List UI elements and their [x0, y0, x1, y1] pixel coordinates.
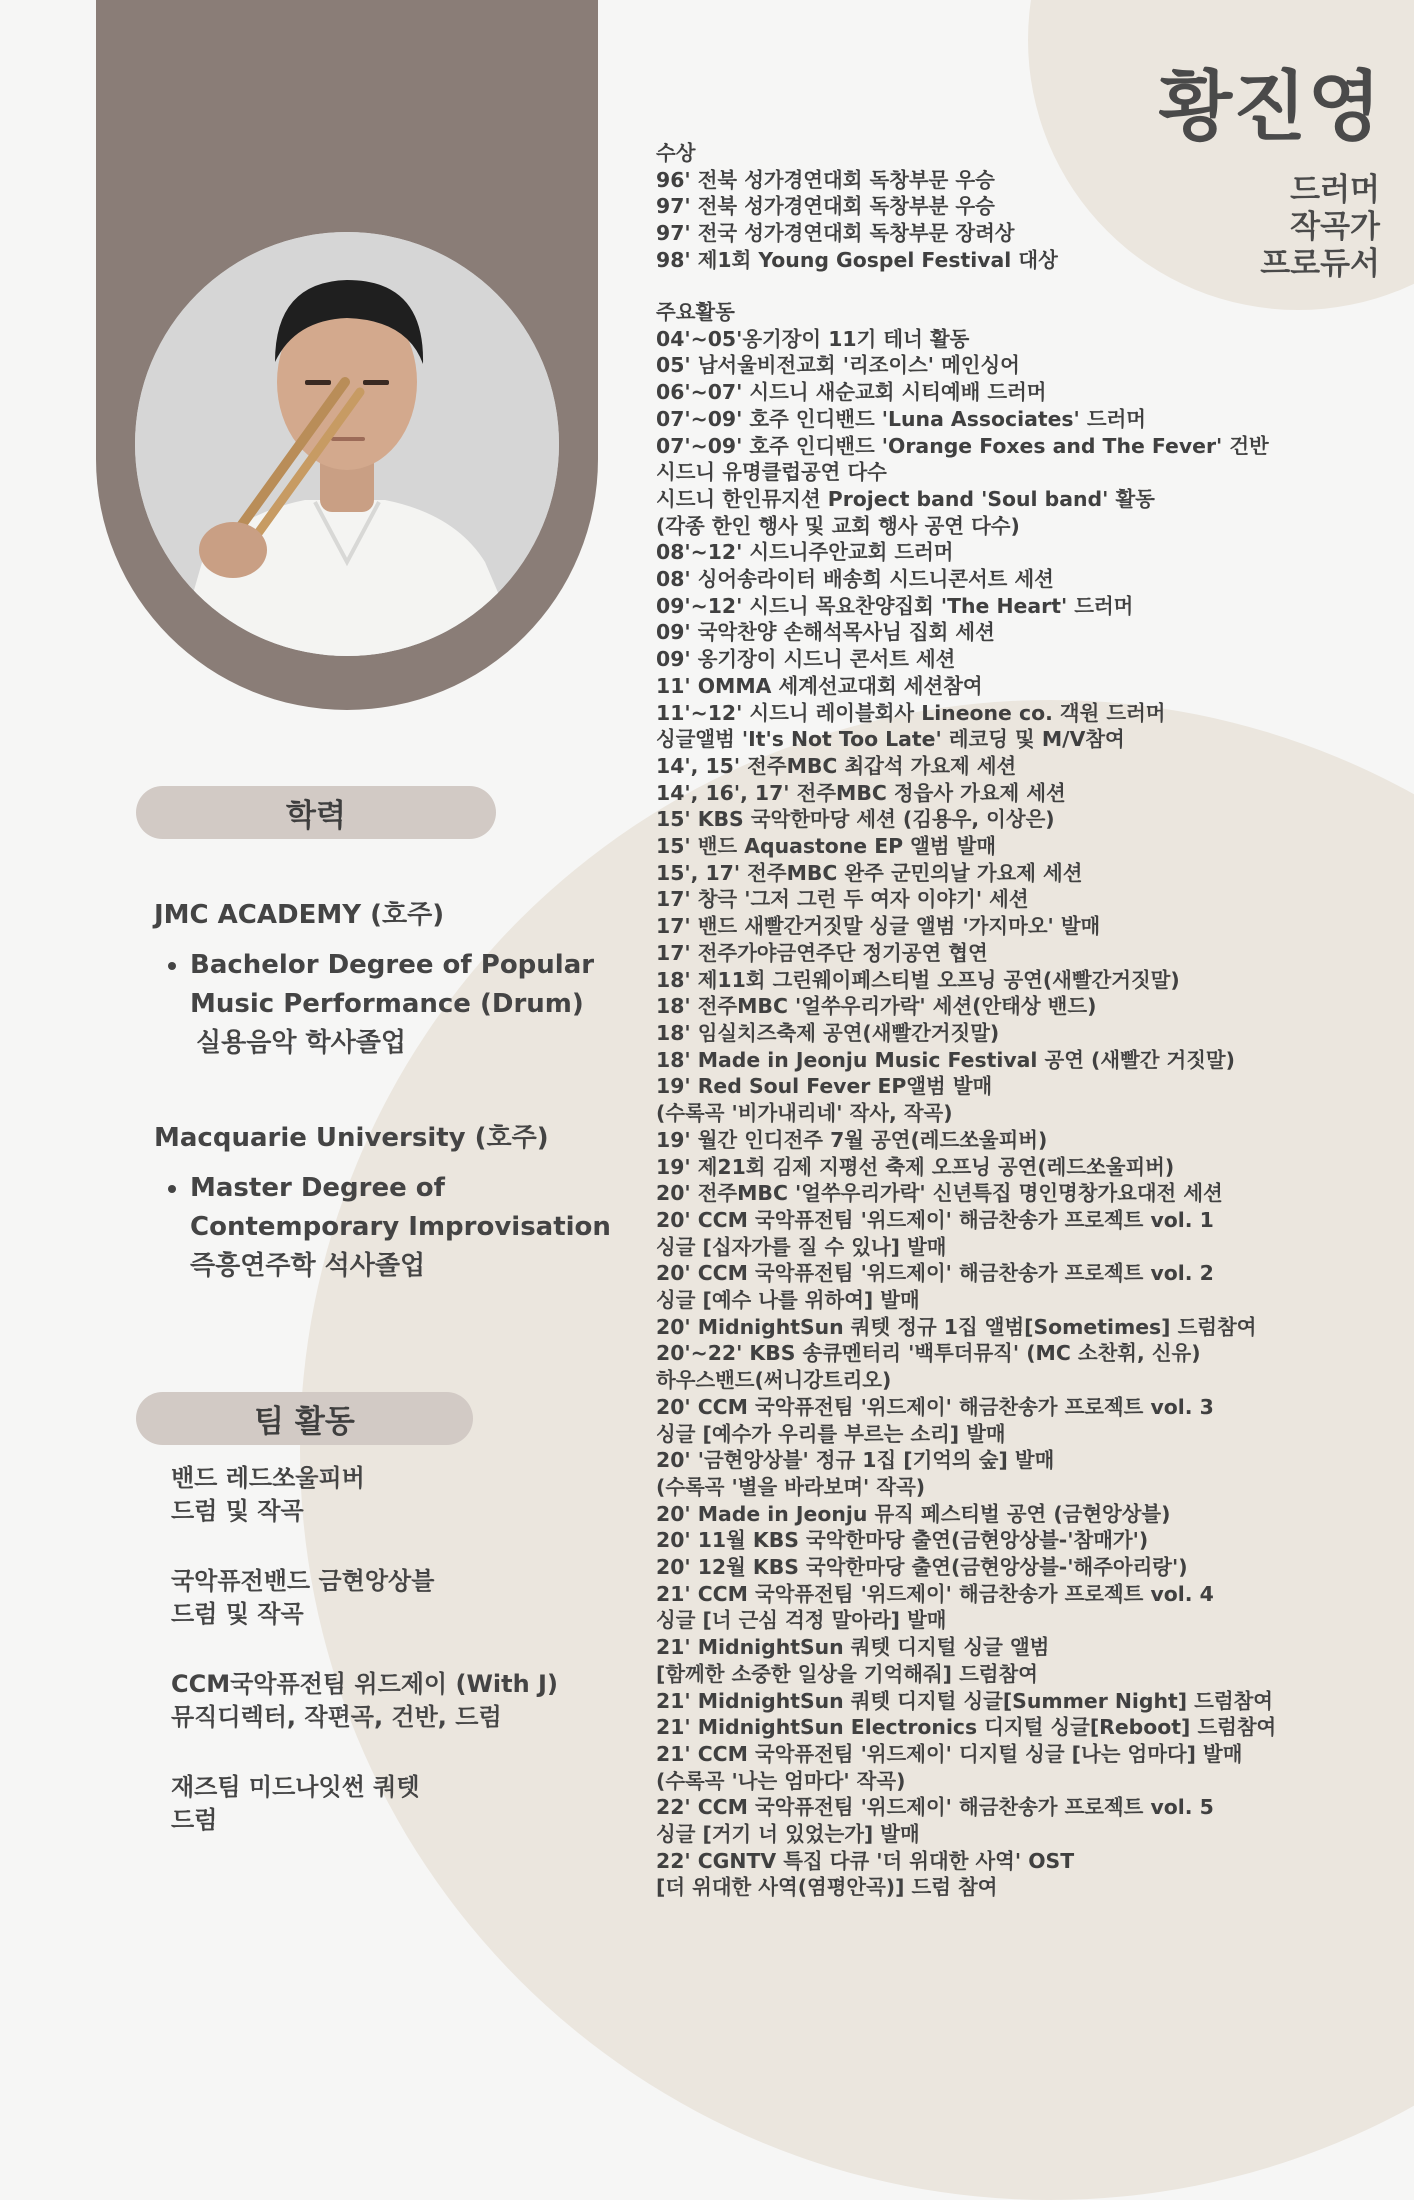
activity-item: (수록곡 '나는 엄마다' 작곡) — [656, 1768, 906, 1793]
activity-item: 11' OMMA 세계선교대회 세션참여 — [656, 673, 983, 698]
team-name: 재즈팀 미드나잇썬 쿼텟 — [171, 1773, 420, 1801]
activity-item: 20' '금현앙상블' 정규 1집 [기억의 숲] 발매 — [656, 1448, 1055, 1473]
activity-item: 싱글앨범 'It's Not Too Late' 레코딩 및 M/V참여 — [656, 727, 1125, 752]
school-details — [154, 946, 614, 1063]
activity-item: 싱글 [거기 너 있었는가] 발매 — [656, 1822, 920, 1847]
degree-line: Contemporary Improvisation — [190, 1212, 611, 1242]
team-item — [171, 1565, 611, 1631]
activity-item: 08' 싱어송라이터 배송희 시드니콘서트 세션 — [656, 567, 1054, 592]
activity-item: 15', 17' 전주MBC 완주 군민의날 가요제 세션 — [656, 860, 1083, 885]
role-item: 프로듀서 — [1260, 246, 1380, 282]
degree-item — [190, 1169, 614, 1286]
activity-item: 21' CCM 국악퓨전팀 '위드제이' 디지털 싱글 [나는 엄마다] 발매 — [656, 1741, 1243, 1766]
team-name: 국악퓨전밴드 금현앙상블 — [171, 1567, 435, 1595]
activity-item: 20'~22' KBS 송큐멘터리 '백투더뮤직' (MC 소찬휘, 신유) — [656, 1341, 1201, 1366]
activity-item: 21' MidnightSun 쿼텟 디지털 싱글 앨범 — [656, 1635, 1050, 1660]
activity-item: 15' KBS 국악한마당 세션 (김용우, 이상은) — [656, 807, 1055, 832]
activity-item: 17' 창극 '그저 그런 두 여자 이야기' 세션 — [656, 887, 1029, 912]
activity-item: 22' CCM 국악퓨전팀 '위드제이' 해금찬송가 프로젝트 vol. 5 — [656, 1795, 1214, 1820]
activity-item: 14', 15' 전주MBC 최갑석 가요제 세션 — [656, 753, 1017, 778]
activity-item: [더 위대한 사역(염평안곡)] 드럼 참여 — [656, 1875, 998, 1900]
activity-item: 20' CCM 국악퓨전팀 '위드제이' 해금찬송가 프로젝트 vol. 1 — [656, 1207, 1214, 1232]
activity-item: 20' 11월 KBS 국악한마당 출연(금현앙상블-'참매가') — [656, 1528, 1149, 1553]
education-heading: 학력 — [136, 786, 496, 839]
portrait-illustration — [135, 232, 559, 656]
awards-heading: 수상 — [656, 141, 696, 165]
awards-section — [656, 140, 1356, 274]
activity-item: 18' 제11회 그린웨이페스티벌 오프닝 공연(새빨간거짓말) — [656, 967, 1180, 992]
award-item: 97' 전국 성가경연대회 독창부문 장려상 — [656, 221, 1015, 246]
activity-item: 06'~07' 시드니 새순교회 시티예배 드러머 — [656, 380, 1047, 405]
team-item — [171, 1668, 611, 1734]
team-role: 드럼 및 작곡 — [171, 1600, 304, 1628]
activity-item: 14', 16', 17' 전주MBC 정읍사 가요제 세션 — [656, 780, 1066, 805]
activity-item: 시드니 한인뮤지션 Project band 'Soul band' 활동 — [656, 486, 1155, 511]
activity-item: 싱글 [십자가를 질 수 있나] 발매 — [656, 1234, 947, 1259]
activity-item: 15' 밴드 Aquastone EP 앨범 발매 — [656, 834, 997, 859]
person-name: 황진영 — [1158, 62, 1382, 151]
activities-section — [656, 299, 1396, 1901]
activity-item: 20' 전주MBC '얼쑤우리가락' 신년특집 명인명창가요대전 세션 — [656, 1181, 1223, 1206]
activity-item: 19' 월간 인디전주 7월 공연(레드쏘울피버) — [656, 1127, 1048, 1152]
activity-item: 08'~12' 시드니주안교회 드러머 — [656, 540, 954, 565]
award-item: 98' 제1회 Young Gospel Festival 대상 — [656, 247, 1058, 272]
activity-item: 21' MidnightSun 쿼텟 디지털 싱글[Summer Night] 드럼참여 — [656, 1688, 1273, 1713]
team-item — [171, 1771, 611, 1837]
degree-line: • Bachelor Degree of Popular — [190, 950, 595, 980]
team-name: CCM국악퓨전팀 위드제이 (With J) — [171, 1670, 558, 1698]
activities-heading: 주요활동 — [656, 300, 735, 324]
school-name: JMC ACADEMY (호주) — [154, 900, 445, 930]
award-item: 96' 전북 성가경연대회 독창부문 우승 — [656, 167, 995, 192]
team-name: 밴드 레드쏘울피버 — [171, 1464, 365, 1492]
activity-item: 21' MidnightSun Electronics 디지털 싱글[Reboot] 드럼참여 — [656, 1715, 1277, 1740]
activity-item: 09' 옹기장이 시드니 콘서트 세션 — [656, 647, 956, 672]
team-section — [171, 1462, 611, 1874]
activity-item: 20' CCM 국악퓨전팀 '위드제이' 해금찬송가 프로젝트 vol. 3 — [656, 1394, 1214, 1419]
activity-item: 18' 임실치즈축제 공연(새빨간거짓말) — [656, 1020, 1000, 1045]
activity-item: 18' Made in Jeonju Music Festival 공연 (새빨간 거짓말) — [656, 1047, 1235, 1072]
degree-line: 즉흥연주학 석사졸업 — [190, 1251, 426, 1281]
activity-item: 05' 남서울비전교회 '리조이스' 메인싱어 — [656, 353, 1020, 378]
education-section — [154, 898, 614, 1286]
role-item: 드러머 — [1290, 172, 1380, 208]
activity-item: (각종 한인 행사 및 교회 행사 공연 다수) — [656, 513, 1020, 538]
award-item: 97' 전북 성가경연대회 독창부분 우승 — [656, 194, 995, 219]
degree-line: • Master Degree of — [190, 1173, 445, 1203]
activity-item: 20' Made in Jeonju 뮤직 페스티벌 공연 (금현앙상블) — [656, 1501, 1171, 1526]
activity-item: 04'~05'옹기장이 11기 테너 활동 — [656, 326, 970, 351]
activity-item: 09' 국악찬양 손해석목사님 집회 세션 — [656, 620, 995, 645]
team-role: 뮤직디렉터, 작편곡, 건반, 드럼 — [171, 1703, 502, 1731]
school-details — [154, 1169, 614, 1286]
role-item: 작곡가 — [1290, 209, 1380, 245]
activity-item: 21' CCM 국악퓨전팀 '위드제이' 해금찬송가 프로젝트 vol. 4 — [656, 1581, 1214, 1606]
activity-item: 07'~09' 호주 인디밴드 'Luna Associates' 드러머 — [656, 406, 1146, 431]
activity-item: (수록곡 '비가내리네' 작사, 작곡) — [656, 1101, 953, 1126]
team-role: 드럼 — [171, 1806, 218, 1834]
activity-item: 시드니 유명클럽공연 다수 — [656, 460, 887, 485]
activity-item: (수록곡 '별을 바라보며' 작곡) — [656, 1474, 926, 1499]
activity-item: 07'~09' 호주 인디밴드 'Orange Foxes and The Fever' 건반 — [656, 433, 1269, 458]
activity-item: 11'~12' 시드니 레이블회사 Lineone co. 객원 드러머 — [656, 700, 1166, 725]
activity-item: [함께한 소중한 일상을 기억해줘] 드럼참여 — [656, 1661, 1038, 1686]
activity-item: 09'~12' 시드니 목요찬양집회 'The Heart' 드러머 — [656, 593, 1134, 618]
activity-item: 22' CGNTV 특집 다큐 '더 위대한 사역' OST — [656, 1848, 1075, 1873]
activity-item: 18' 전주MBC '얼쑤우리가락' 세션(안태상 밴드) — [656, 994, 1097, 1019]
activity-item: 싱글 [너 근심 걱정 말아라] 발매 — [656, 1608, 947, 1633]
team-heading: 팀 활동 — [136, 1392, 473, 1445]
degree-line: 실용음악 학사졸업 — [196, 1028, 406, 1058]
activity-item: 17' 밴드 새빨간거짓말 싱글 앨범 '가지마오' 발매 — [656, 914, 1101, 939]
activity-item: 20' CCM 국악퓨전팀 '위드제이' 해금찬송가 프로젝트 vol. 2 — [656, 1261, 1214, 1286]
activity-item: 하우스밴드(써니강트리오) — [656, 1368, 892, 1393]
activity-list — [656, 326, 1396, 1901]
activity-item: 19' Red Soul Fever EP앨범 발매 — [656, 1074, 993, 1099]
team-item — [171, 1462, 611, 1528]
activity-item: 19' 제21회 김제 지평선 축제 오프닝 공연(레드쏘울피버) — [656, 1154, 1175, 1179]
activity-item: 싱글 [예수가 우리를 부르는 소리] 발매 — [656, 1421, 1006, 1446]
school-name: Macquarie University (호주) — [154, 1123, 549, 1153]
team-role: 드럼 및 작곡 — [171, 1497, 304, 1525]
degree-item — [190, 946, 614, 1063]
activity-item: 20' 12월 KBS 국악한마당 출연(금현앙상블-'해주아리랑') — [656, 1555, 1188, 1580]
degree-line: Music Performance (Drum) — [190, 989, 584, 1019]
activity-item: 17' 전주가야금연주단 정기공연 협연 — [656, 940, 988, 965]
activity-item: 싱글 [예수 나를 위하여] 발매 — [656, 1288, 920, 1313]
profile-photo — [135, 232, 559, 656]
activity-item: 20' MidnightSun 쿼텟 정규 1집 앨범[Sometimes] 드럼참여 — [656, 1314, 1257, 1339]
